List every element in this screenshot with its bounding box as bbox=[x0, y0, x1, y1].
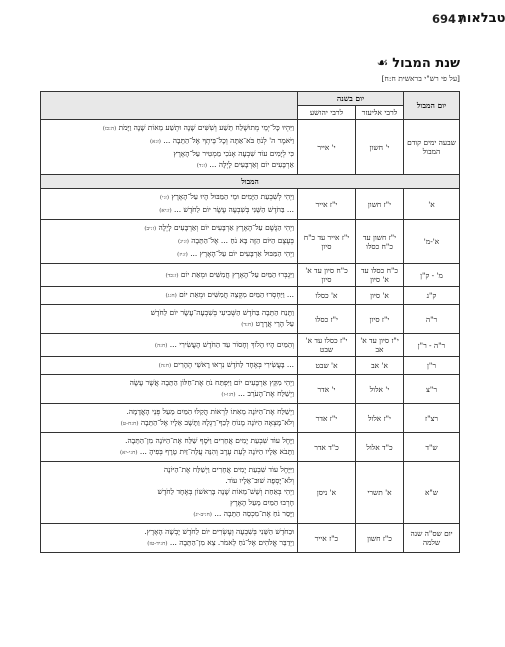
col-header-day-in-year: יום בשנה bbox=[297, 92, 403, 106]
verse-source: (ח:ח-ט) bbox=[120, 421, 139, 427]
table-row bbox=[41, 375, 460, 404]
verse-line bbox=[44, 235, 294, 248]
flood-timeline-table bbox=[40, 91, 460, 553]
cell-verse bbox=[41, 189, 298, 220]
running-title: טבלאות bbox=[458, 11, 505, 26]
verse-line bbox=[44, 307, 294, 318]
verse-line bbox=[44, 135, 294, 148]
cell-period: יום שס"ה שנה שלמה bbox=[404, 524, 460, 553]
cell-eliezer: י"ז סיון bbox=[356, 305, 404, 334]
table-row bbox=[41, 264, 460, 287]
cell-verse bbox=[41, 264, 298, 287]
cell-yehoshua: י"ז אדר bbox=[297, 404, 355, 433]
col-header-period: יום המבול bbox=[404, 92, 460, 120]
cell-period: ש"ד bbox=[404, 433, 460, 462]
page-number: 694 / bbox=[432, 12, 465, 26]
verse-line bbox=[44, 191, 294, 204]
verse-source: (ז:ד) bbox=[196, 163, 208, 169]
cell-yehoshua: א' שבט bbox=[297, 357, 355, 375]
table-row bbox=[41, 305, 460, 334]
verse-text: וְלֹא־מָצְאָה הַיּוֹנָה מָנוֹחַ לְכַף־רַגְלָהּ וַתָּשָׁב אֵלָיו אֶל־הַתֵּבָה bbox=[140, 418, 294, 427]
verse-text: אַרְבָּעִים יוֹם וְאַרְבָּעִים לָיְלָה ... bbox=[209, 160, 294, 169]
verse-source: (ז:יא) bbox=[159, 208, 172, 214]
verse-line bbox=[44, 377, 294, 388]
verse-text: וַיְדַבֵּר אֱלֹהִים אֶל־נֹחַ לֵאמֹר. צֵא מִן־הַתֵּבָה ... bbox=[169, 538, 294, 547]
cell-eliezer: י"ז אלול bbox=[356, 404, 404, 433]
verse-source: (ח:ה) bbox=[158, 363, 172, 369]
verse-source: (ז:י) bbox=[159, 195, 169, 201]
cell-period: רצ"ז bbox=[404, 404, 460, 433]
verse-text: וַיְהִי לְשִׁבְעַת הַיָּמִים וּמֵי הַמַּבּוּל הָיוּ עַל־הָאָרֶץ bbox=[171, 192, 294, 201]
cell-yehoshua: א' ניסן bbox=[297, 462, 355, 524]
section-source-note: [על פי רש"י בראשית ח:ח] bbox=[381, 74, 460, 83]
verse-source: (ז:יז) bbox=[177, 252, 188, 258]
cell-period: ר"ן bbox=[404, 357, 460, 375]
verse-source: (ח:יד-טז) bbox=[147, 541, 168, 547]
table-row bbox=[41, 524, 460, 553]
verse-line bbox=[44, 486, 294, 497]
cell-eliezer: א' סיון bbox=[356, 287, 404, 305]
verse-source: (ח:ג) bbox=[165, 293, 177, 299]
cell-yehoshua: י' אדר bbox=[297, 375, 355, 404]
col-header-verse bbox=[41, 92, 298, 120]
cell-period: א' bbox=[404, 189, 460, 220]
section-heading bbox=[377, 56, 460, 71]
verse-text: עַל הָרֵי אֲרָרָט bbox=[255, 319, 294, 328]
verse-source: (ח:ה) bbox=[154, 342, 168, 349]
cell-period: ש"א bbox=[404, 462, 460, 524]
cell-eliezer: כ"ד אלול bbox=[356, 433, 404, 462]
cell-eliezer: א' אב bbox=[356, 357, 404, 375]
cell-verse bbox=[41, 287, 298, 305]
verse-text: ... בַּחֹדֶשׁ הַשֵּׁנִי בְּשִׁבְעָה עָשָׂר יוֹם לַחֹדֶשׁ ... bbox=[174, 205, 294, 214]
cell-verse bbox=[41, 120, 298, 175]
cell-verse bbox=[41, 404, 298, 433]
cell-eliezer: י"ז חשון עד כ"ח כסלו bbox=[356, 220, 404, 264]
cell-verse bbox=[41, 334, 298, 357]
verse-line bbox=[44, 339, 294, 352]
verse-source: (ח:י-יא) bbox=[120, 450, 138, 456]
verse-line bbox=[44, 508, 294, 521]
verse-text: כִּי לְיָמִים עוֹד שִׁבְעָה אָנֹכִי מַמְטִיר עַל־הָאָרֶץ bbox=[173, 149, 294, 158]
cell-verse bbox=[41, 433, 298, 462]
verse-line bbox=[44, 222, 294, 235]
verse-source: (ז:יב) bbox=[144, 226, 157, 232]
verse-line bbox=[44, 269, 294, 282]
verse-text: וַיֹּאמֶר ה' לְנֹחַ בֹּא־אַתָּה וְכָל־בֵּיתְךָ אֶל־הַתֵּבָה ... bbox=[163, 136, 294, 145]
verse-text: ... וַיַּחְסְרוּ הַמַּיִם מִקְצֵה חֲמִשִּׁים וּמְאַת יוֹם bbox=[179, 290, 294, 299]
section-label-flood: המבול bbox=[41, 175, 460, 189]
cell-verse bbox=[41, 220, 298, 264]
verse-source: (ז:כד) bbox=[165, 272, 179, 279]
verse-source: (ה:כז) bbox=[102, 126, 117, 132]
verse-line bbox=[44, 388, 294, 401]
cell-eliezer: י"ז סיון עד א' אב bbox=[356, 334, 404, 357]
cell-yehoshua: י' אייר bbox=[297, 120, 355, 175]
cell-period: ר"ה - ר"ן bbox=[404, 334, 460, 357]
col-header-rabbi-eliezer: לרבי אליעזר bbox=[356, 106, 404, 120]
verse-line bbox=[44, 464, 294, 475]
cell-yehoshua: א' כסלו bbox=[297, 287, 355, 305]
ornament-icon: ☙ bbox=[376, 56, 389, 71]
verse-source: (ז:א) bbox=[149, 139, 161, 145]
verse-text: וַיִּגְבְּרוּ הַמַּיִם עַל־הָאָרֶץ חֲמִשִּׁים וּמְאַת יוֹם bbox=[180, 269, 294, 279]
table-row bbox=[41, 220, 460, 264]
cell-verse bbox=[41, 357, 298, 375]
verse-line bbox=[44, 526, 294, 537]
verse-text: וְלֹא־יָסְפָה שׁוּב־אֵלָיו עוֹד. bbox=[225, 476, 294, 485]
verse-line bbox=[44, 417, 294, 430]
verse-source: (ח:ד) bbox=[241, 322, 254, 328]
cell-eliezer: א' תשרי bbox=[356, 462, 404, 524]
cell-yehoshua: י"ז אייר עד כ"ח סיון bbox=[297, 220, 355, 264]
verse-text: וַיְהִי מִקֵּץ אַרְבָּעִים יוֹם וַיִּפְתַּח נֹחַ אֶת־חַלּוֹן הַתֵּבָה אֲשֶׁר עָשָׂה bbox=[129, 378, 294, 387]
verse-line bbox=[44, 435, 294, 446]
verse-line bbox=[44, 159, 294, 172]
table-row bbox=[41, 462, 460, 524]
verse-line bbox=[44, 289, 294, 302]
cell-yehoshua: י"ז אייר bbox=[297, 189, 355, 220]
verse-line bbox=[44, 359, 294, 372]
cell-eliezer: כ"ח כסלו עד א' סיון bbox=[356, 264, 404, 287]
verse-line bbox=[44, 122, 294, 135]
verse-source: (ח:יב-יג) bbox=[193, 512, 212, 518]
cell-yehoshua: כ"ד אדר bbox=[297, 433, 355, 462]
verse-text: וַיִּהְיוּ כָּל־יְמֵי מְתוּשֶׁלַח תֵּשַׁע וְשִׁשִּׁים שָׁנָה וּתְשַׁע מֵאוֹת שָׁנָה וַיָּמֹת bbox=[118, 123, 294, 132]
verse-line bbox=[44, 148, 294, 159]
cell-eliezer: י"ז חשון bbox=[356, 189, 404, 220]
cell-period: שבעה ימים קודם המבול bbox=[404, 120, 460, 175]
verse-line bbox=[44, 406, 294, 417]
cell-period: ק"נ bbox=[404, 287, 460, 305]
verse-text: וְהַמַּיִם הָיוּ הָלוֹךְ וְחָסוֹר עַד הַחֹדֶשׁ הָעֲשִׂירִי ... bbox=[169, 339, 294, 349]
cell-eliezer: י' אלול bbox=[356, 375, 404, 404]
verse-text: וַיָּחֶל עוֹד שִׁבְעַת יָמִים אֲחֵרִים וַיֹּסֶף שַׁלַּח אֶת־הַיּוֹנָה מִן־הַתֵּבָה. bbox=[125, 436, 294, 445]
cell-eliezer: י' חשון bbox=[356, 120, 404, 175]
table-section-row bbox=[41, 175, 460, 189]
verse-text: ... בָּעֲשִׂירִי בְּאֶחָד לַחֹדֶשׁ נִרְאוּ רָאשֵׁי הֶהָרִים bbox=[173, 360, 294, 369]
verse-source: (ז:יג) bbox=[177, 239, 189, 245]
cell-eliezer: כ"ז חשון bbox=[356, 524, 404, 553]
cell-yehoshua: י"ז כסלו bbox=[297, 305, 355, 334]
cell-yehoshua: י"ז כסלו עד א' שבט bbox=[297, 334, 355, 357]
table-row bbox=[41, 404, 460, 433]
cell-period: א'-מ' bbox=[404, 220, 460, 264]
verse-text: וַיִּיָּחֶל עוֹד שִׁבְעַת יָמִים אֲחֵרִים וַיְשַׁלַּח אֶת־הַיּוֹנָה bbox=[163, 465, 294, 474]
verse-text: וַיְשַׁלַּח אֶת־הַיּוֹנָה מֵאִתּוֹ לִרְאוֹת הֲקַלּוּ הַמַּיִם מֵעַל פְּנֵי הָאֲדָמָה. bbox=[126, 407, 294, 416]
verse-line bbox=[44, 475, 294, 486]
verse-text: וַיְהִי הַגֶּשֶׁם עַל־הָאָרֶץ אַרְבָּעִים יוֹם וְאַרְבָּעִים לָיְלָה bbox=[158, 223, 294, 232]
table-row bbox=[41, 334, 460, 357]
verse-line bbox=[44, 537, 294, 550]
verse-source: (ח:ו-ז) bbox=[221, 392, 236, 398]
verse-line bbox=[44, 248, 294, 261]
cell-verse bbox=[41, 305, 298, 334]
verse-text: וַיְהִי הַמַּבּוּל אַרְבָּעִים יוֹם עַל־הָאָרֶץ ... bbox=[190, 249, 294, 258]
cell-verse bbox=[41, 375, 298, 404]
cell-period: מ' - ק"ן bbox=[404, 264, 460, 287]
col-header-rabbi-yehoshua: לרבי יהושע bbox=[297, 106, 355, 120]
cell-verse bbox=[41, 524, 298, 553]
page-header bbox=[0, 0, 505, 34]
verse-text: בְּעֶצֶם הַיּוֹם הַזֶּה בָּא נֹחַ ... אֶל־הַתֵּבָה bbox=[191, 236, 294, 245]
verse-text: וַתָּבֹא אֵלָיו הַיּוֹנָה לְעֵת עֶרֶב וְהִנֵּה עֲלֵה־זַיִת טָרָף בְּפִיהָ ... bbox=[139, 447, 294, 456]
table-row bbox=[41, 189, 460, 220]
verse-line bbox=[44, 497, 294, 508]
cell-yehoshua: כ"ח סיון עד א' סיון bbox=[297, 264, 355, 287]
section-title: שנת המבול bbox=[392, 56, 460, 71]
verse-text: וַתָּנַח הַתֵּבָה בַּחֹדֶשׁ הַשְּׁבִיעִי בְּשִׁבְעָה־עָשָׂר יוֹם לַחֹדֶשׁ bbox=[150, 308, 294, 317]
table-row bbox=[41, 433, 460, 462]
table-row bbox=[41, 120, 460, 175]
verse-line bbox=[44, 318, 294, 331]
cell-verse bbox=[41, 462, 298, 524]
verse-text: וּבַחֹדֶשׁ הַשֵּׁנִי בְּשִׁבְעָה וְעֶשְׂרִים יוֹם לַחֹדֶשׁ יָבְשָׁה הָאָרֶץ. bbox=[144, 527, 294, 536]
cell-period: ר"ה bbox=[404, 305, 460, 334]
verse-text: חָרְבוּ הַמַּיִם מֵעַל הָאָרֶץ bbox=[230, 498, 294, 507]
verse-text: וַיְהִי בְּאַחַת וְשֵׁשׁ־מֵאוֹת שָׁנָה בָּרִאשׁוֹן בְּאֶחָד לַחֹדֶשׁ bbox=[157, 487, 294, 496]
verse-text: וַיָּסַר נֹחַ אֶת־מִכְסֵה הַתֵּבָה ... bbox=[214, 509, 294, 518]
verse-line bbox=[44, 446, 294, 459]
cell-period: ר"צ bbox=[404, 375, 460, 404]
verse-text: וַיְשַׁלַּח אֶת־הָעֹרֵב ... bbox=[237, 389, 294, 398]
table-row bbox=[41, 287, 460, 305]
cell-yehoshua: כ"ז אייר bbox=[297, 524, 355, 553]
table-row bbox=[41, 357, 460, 375]
verse-line bbox=[44, 204, 294, 217]
